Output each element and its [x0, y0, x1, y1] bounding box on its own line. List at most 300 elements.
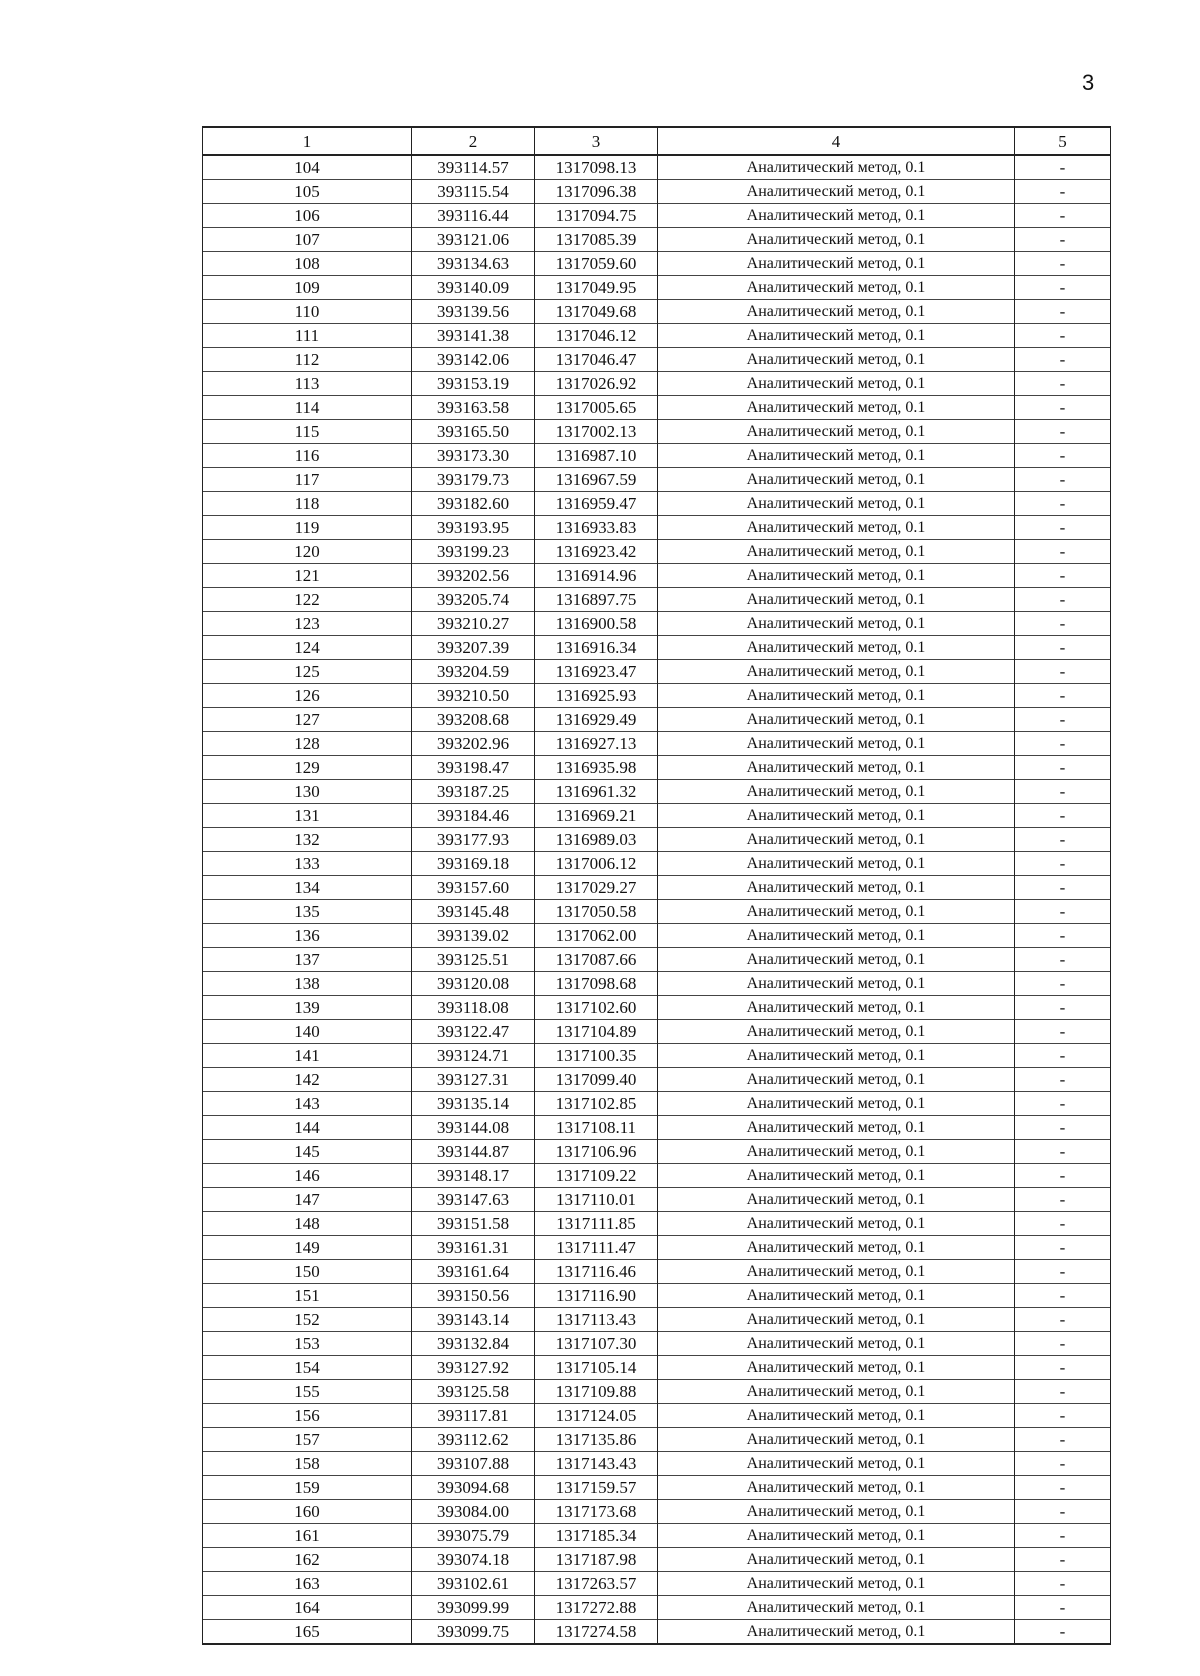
- point-number-cell: 144: [203, 1116, 412, 1140]
- x-coordinate-cell: 393210.27: [412, 612, 535, 636]
- y-coordinate-cell: 1316914.96: [535, 564, 658, 588]
- method-cell: Аналитический метод, 0.1: [658, 1212, 1015, 1236]
- y-coordinate-cell: 1317005.65: [535, 396, 658, 420]
- point-number-cell: 154: [203, 1356, 412, 1380]
- note-cell: -: [1015, 780, 1111, 804]
- note-cell: -: [1015, 1548, 1111, 1572]
- x-coordinate-cell: 393169.18: [412, 852, 535, 876]
- y-coordinate-cell: 1317098.68: [535, 972, 658, 996]
- table-row: [203, 660, 1111, 684]
- y-coordinate-cell: 1316929.49: [535, 708, 658, 732]
- table-row: [203, 1068, 1111, 1092]
- method-cell: Аналитический метод, 0.1: [658, 420, 1015, 444]
- point-number-cell: 165: [203, 1620, 412, 1645]
- y-coordinate-cell: 1317173.68: [535, 1500, 658, 1524]
- point-number-cell: 130: [203, 780, 412, 804]
- table-row: [203, 1452, 1111, 1476]
- method-cell: Аналитический метод, 0.1: [658, 396, 1015, 420]
- x-coordinate-cell: 393202.96: [412, 732, 535, 756]
- note-cell: -: [1015, 1212, 1111, 1236]
- method-cell: Аналитический метод, 0.1: [658, 492, 1015, 516]
- point-number-cell: 164: [203, 1596, 412, 1620]
- x-coordinate-cell: 393140.09: [412, 276, 535, 300]
- note-cell: -: [1015, 708, 1111, 732]
- table-row: [203, 180, 1111, 204]
- y-coordinate-cell: 1316923.47: [535, 660, 658, 684]
- y-coordinate-cell: 1317085.39: [535, 228, 658, 252]
- method-cell: Аналитический метод, 0.1: [658, 1428, 1015, 1452]
- note-cell: -: [1015, 1284, 1111, 1308]
- x-coordinate-cell: 393205.74: [412, 588, 535, 612]
- point-number-cell: 141: [203, 1044, 412, 1068]
- y-coordinate-cell: 1317135.86: [535, 1428, 658, 1452]
- y-coordinate-cell: 1317159.57: [535, 1476, 658, 1500]
- table-row: [203, 636, 1111, 660]
- method-cell: Аналитический метод, 0.1: [658, 564, 1015, 588]
- table-row: [203, 708, 1111, 732]
- note-cell: -: [1015, 660, 1111, 684]
- table-row: [203, 468, 1111, 492]
- method-cell: Аналитический метод, 0.1: [658, 732, 1015, 756]
- point-number-cell: 157: [203, 1428, 412, 1452]
- x-coordinate-cell: 393114.57: [412, 155, 535, 180]
- note-cell: -: [1015, 1308, 1111, 1332]
- point-number-cell: 132: [203, 828, 412, 852]
- method-cell: Аналитический метод, 0.1: [658, 324, 1015, 348]
- y-coordinate-cell: 1317104.89: [535, 1020, 658, 1044]
- point-number-cell: 155: [203, 1380, 412, 1404]
- y-coordinate-cell: 1317006.12: [535, 852, 658, 876]
- method-cell: Аналитический метод, 0.1: [658, 996, 1015, 1020]
- x-coordinate-cell: 393202.56: [412, 564, 535, 588]
- x-coordinate-cell: 393199.23: [412, 540, 535, 564]
- note-cell: -: [1015, 1524, 1111, 1548]
- y-coordinate-cell: 1316923.42: [535, 540, 658, 564]
- table-row: [203, 420, 1111, 444]
- y-coordinate-cell: 1317116.46: [535, 1260, 658, 1284]
- note-cell: -: [1015, 1020, 1111, 1044]
- y-coordinate-cell: 1316935.98: [535, 756, 658, 780]
- point-number-cell: 153: [203, 1332, 412, 1356]
- point-number-cell: 148: [203, 1212, 412, 1236]
- y-coordinate-cell: 1317099.40: [535, 1068, 658, 1092]
- x-coordinate-cell: 393121.06: [412, 228, 535, 252]
- note-cell: -: [1015, 612, 1111, 636]
- y-coordinate-cell: 1317143.43: [535, 1452, 658, 1476]
- point-number-cell: 161: [203, 1524, 412, 1548]
- method-cell: Аналитический метод, 0.1: [658, 348, 1015, 372]
- table-row: [203, 1116, 1111, 1140]
- point-number-cell: 128: [203, 732, 412, 756]
- method-cell: Аналитический метод, 0.1: [658, 1524, 1015, 1548]
- point-number-cell: 122: [203, 588, 412, 612]
- x-coordinate-cell: 393153.19: [412, 372, 535, 396]
- point-number-cell: 115: [203, 420, 412, 444]
- note-cell: -: [1015, 155, 1111, 180]
- x-coordinate-cell: 393157.60: [412, 876, 535, 900]
- x-coordinate-cell: 393102.61: [412, 1572, 535, 1596]
- header-col-4: 4: [658, 127, 1015, 155]
- x-coordinate-cell: 393145.48: [412, 900, 535, 924]
- x-coordinate-cell: 393161.31: [412, 1236, 535, 1260]
- x-coordinate-cell: 393143.14: [412, 1308, 535, 1332]
- table-row: [203, 1548, 1111, 1572]
- table-row: [203, 564, 1111, 588]
- table-row: [203, 204, 1111, 228]
- table-row: [203, 228, 1111, 252]
- x-coordinate-cell: 393094.68: [412, 1476, 535, 1500]
- y-coordinate-cell: 1317046.47: [535, 348, 658, 372]
- x-coordinate-cell: 393107.88: [412, 1452, 535, 1476]
- table-row: [203, 1212, 1111, 1236]
- x-coordinate-cell: 393198.47: [412, 756, 535, 780]
- note-cell: -: [1015, 684, 1111, 708]
- x-coordinate-cell: 393099.75: [412, 1620, 535, 1645]
- method-cell: Аналитический метод, 0.1: [658, 372, 1015, 396]
- y-coordinate-cell: 1317050.58: [535, 900, 658, 924]
- table-row: [203, 1596, 1111, 1620]
- table-row: [203, 972, 1111, 996]
- y-coordinate-cell: 1317094.75: [535, 204, 658, 228]
- method-cell: Аналитический метод, 0.1: [658, 636, 1015, 660]
- note-cell: -: [1015, 420, 1111, 444]
- coordinates-table: [202, 126, 1111, 1645]
- x-coordinate-cell: 393115.54: [412, 180, 535, 204]
- point-number-cell: 145: [203, 1140, 412, 1164]
- y-coordinate-cell: 1317062.00: [535, 924, 658, 948]
- point-number-cell: 158: [203, 1452, 412, 1476]
- y-coordinate-cell: 1316969.21: [535, 804, 658, 828]
- table-row: [203, 924, 1111, 948]
- point-number-cell: 120: [203, 540, 412, 564]
- y-coordinate-cell: 1317116.90: [535, 1284, 658, 1308]
- method-cell: Аналитический метод, 0.1: [658, 1500, 1015, 1524]
- table-row: [203, 300, 1111, 324]
- x-coordinate-cell: 393141.38: [412, 324, 535, 348]
- y-coordinate-cell: 1317111.85: [535, 1212, 658, 1236]
- method-cell: Аналитический метод, 0.1: [658, 1164, 1015, 1188]
- point-number-cell: 143: [203, 1092, 412, 1116]
- method-cell: Аналитический метод, 0.1: [658, 1620, 1015, 1645]
- table-row: [203, 756, 1111, 780]
- x-coordinate-cell: 393075.79: [412, 1524, 535, 1548]
- y-coordinate-cell: 1317049.68: [535, 300, 658, 324]
- y-coordinate-cell: 1317263.57: [535, 1572, 658, 1596]
- x-coordinate-cell: 393179.73: [412, 468, 535, 492]
- table-row: [203, 324, 1111, 348]
- x-coordinate-cell: 393204.59: [412, 660, 535, 684]
- x-coordinate-cell: 393099.99: [412, 1596, 535, 1620]
- method-cell: Аналитический метод, 0.1: [658, 1260, 1015, 1284]
- note-cell: -: [1015, 468, 1111, 492]
- x-coordinate-cell: 393147.63: [412, 1188, 535, 1212]
- method-cell: Аналитический метод, 0.1: [658, 1284, 1015, 1308]
- note-cell: -: [1015, 1236, 1111, 1260]
- table-row: [203, 1500, 1111, 1524]
- y-coordinate-cell: 1317109.88: [535, 1380, 658, 1404]
- note-cell: -: [1015, 900, 1111, 924]
- method-cell: Аналитический метод, 0.1: [658, 1236, 1015, 1260]
- table-row: [203, 1356, 1111, 1380]
- x-coordinate-cell: 393117.81: [412, 1404, 535, 1428]
- header-col-1: 1: [203, 127, 412, 155]
- method-cell: Аналитический метод, 0.1: [658, 468, 1015, 492]
- y-coordinate-cell: 1316987.10: [535, 444, 658, 468]
- method-cell: Аналитический метод, 0.1: [658, 924, 1015, 948]
- note-cell: -: [1015, 876, 1111, 900]
- x-coordinate-cell: 393208.68: [412, 708, 535, 732]
- x-coordinate-cell: 393142.06: [412, 348, 535, 372]
- table-row: [203, 1044, 1111, 1068]
- note-cell: -: [1015, 852, 1111, 876]
- method-cell: Аналитический метод, 0.1: [658, 1020, 1015, 1044]
- table-row: [203, 1620, 1111, 1645]
- method-cell: Аналитический метод, 0.1: [658, 972, 1015, 996]
- x-coordinate-cell: 393165.50: [412, 420, 535, 444]
- point-number-cell: 109: [203, 276, 412, 300]
- method-cell: Аналитический метод, 0.1: [658, 1380, 1015, 1404]
- method-cell: Аналитический метод, 0.1: [658, 1068, 1015, 1092]
- y-coordinate-cell: 1317111.47: [535, 1236, 658, 1260]
- point-number-cell: 111: [203, 324, 412, 348]
- note-cell: -: [1015, 1164, 1111, 1188]
- x-coordinate-cell: 393148.17: [412, 1164, 535, 1188]
- y-coordinate-cell: 1316959.47: [535, 492, 658, 516]
- y-coordinate-cell: 1317029.27: [535, 876, 658, 900]
- method-cell: Аналитический метод, 0.1: [658, 852, 1015, 876]
- method-cell: Аналитический метод, 0.1: [658, 300, 1015, 324]
- note-cell: -: [1015, 948, 1111, 972]
- method-cell: Аналитический метод, 0.1: [658, 708, 1015, 732]
- y-coordinate-cell: 1317026.92: [535, 372, 658, 396]
- method-cell: Аналитический метод, 0.1: [658, 804, 1015, 828]
- table-row: [203, 1260, 1111, 1284]
- method-cell: Аналитический метод, 0.1: [658, 756, 1015, 780]
- note-cell: -: [1015, 1476, 1111, 1500]
- point-number-cell: 131: [203, 804, 412, 828]
- table-row: [203, 492, 1111, 516]
- note-cell: -: [1015, 804, 1111, 828]
- note-cell: -: [1015, 540, 1111, 564]
- note-cell: -: [1015, 588, 1111, 612]
- note-cell: -: [1015, 1404, 1111, 1428]
- method-cell: Аналитический метод, 0.1: [658, 252, 1015, 276]
- y-coordinate-cell: 1317110.01: [535, 1188, 658, 1212]
- y-coordinate-cell: 1317096.38: [535, 180, 658, 204]
- method-cell: Аналитический метод, 0.1: [658, 684, 1015, 708]
- point-number-cell: 127: [203, 708, 412, 732]
- table-row: [203, 372, 1111, 396]
- x-coordinate-cell: 393125.58: [412, 1380, 535, 1404]
- table-row: [203, 516, 1111, 540]
- table-row: [203, 612, 1111, 636]
- note-cell: -: [1015, 1596, 1111, 1620]
- y-coordinate-cell: 1317107.30: [535, 1332, 658, 1356]
- point-number-cell: 125: [203, 660, 412, 684]
- note-cell: -: [1015, 1068, 1111, 1092]
- note-cell: -: [1015, 348, 1111, 372]
- point-number-cell: 151: [203, 1284, 412, 1308]
- y-coordinate-cell: 1317108.11: [535, 1116, 658, 1140]
- table-row: [203, 1020, 1111, 1044]
- point-number-cell: 146: [203, 1164, 412, 1188]
- note-cell: -: [1015, 252, 1111, 276]
- table-row: [203, 540, 1111, 564]
- y-coordinate-cell: 1317106.96: [535, 1140, 658, 1164]
- y-coordinate-cell: 1316933.83: [535, 516, 658, 540]
- point-number-cell: 108: [203, 252, 412, 276]
- table-row: [203, 1164, 1111, 1188]
- table-row: [203, 252, 1111, 276]
- x-coordinate-cell: 393116.44: [412, 204, 535, 228]
- point-number-cell: 137: [203, 948, 412, 972]
- table-row: [203, 1404, 1111, 1428]
- table-row: [203, 1476, 1111, 1500]
- note-cell: -: [1015, 1428, 1111, 1452]
- y-coordinate-cell: 1317100.35: [535, 1044, 658, 1068]
- table-row: [203, 1308, 1111, 1332]
- method-cell: Аналитический метод, 0.1: [658, 1476, 1015, 1500]
- method-cell: Аналитический метод, 0.1: [658, 900, 1015, 924]
- table-row: [203, 155, 1111, 180]
- table-row: [203, 948, 1111, 972]
- table-row: [203, 1380, 1111, 1404]
- note-cell: -: [1015, 756, 1111, 780]
- point-number-cell: 113: [203, 372, 412, 396]
- method-cell: Аналитический метод, 0.1: [658, 588, 1015, 612]
- y-coordinate-cell: 1317105.14: [535, 1356, 658, 1380]
- table-row: [203, 1428, 1111, 1452]
- method-cell: Аналитический метод, 0.1: [658, 1452, 1015, 1476]
- note-cell: -: [1015, 1188, 1111, 1212]
- point-number-cell: 104: [203, 155, 412, 180]
- point-number-cell: 163: [203, 1572, 412, 1596]
- y-coordinate-cell: 1317002.13: [535, 420, 658, 444]
- table-header-row: [203, 127, 1111, 155]
- x-coordinate-cell: 393144.87: [412, 1140, 535, 1164]
- note-cell: -: [1015, 444, 1111, 468]
- point-number-cell: 129: [203, 756, 412, 780]
- x-coordinate-cell: 393084.00: [412, 1500, 535, 1524]
- table-row: [203, 1236, 1111, 1260]
- method-cell: Аналитический метод, 0.1: [658, 1308, 1015, 1332]
- x-coordinate-cell: 393118.08: [412, 996, 535, 1020]
- point-number-cell: 160: [203, 1500, 412, 1524]
- method-cell: Аналитический метод, 0.1: [658, 1092, 1015, 1116]
- y-coordinate-cell: 1317124.05: [535, 1404, 658, 1428]
- point-number-cell: 135: [203, 900, 412, 924]
- table-body: [203, 155, 1111, 1644]
- x-coordinate-cell: 393184.46: [412, 804, 535, 828]
- point-number-cell: 149: [203, 1236, 412, 1260]
- x-coordinate-cell: 393144.08: [412, 1116, 535, 1140]
- note-cell: -: [1015, 1356, 1111, 1380]
- note-cell: -: [1015, 1140, 1111, 1164]
- y-coordinate-cell: 1316961.32: [535, 780, 658, 804]
- x-coordinate-cell: 393074.18: [412, 1548, 535, 1572]
- method-cell: Аналитический метод, 0.1: [658, 948, 1015, 972]
- method-cell: Аналитический метод, 0.1: [658, 1596, 1015, 1620]
- note-cell: -: [1015, 1452, 1111, 1476]
- table-row: [203, 1092, 1111, 1116]
- note-cell: -: [1015, 1260, 1111, 1284]
- y-coordinate-cell: 1317274.58: [535, 1620, 658, 1645]
- method-cell: Аналитический метод, 0.1: [658, 612, 1015, 636]
- method-cell: Аналитический метод, 0.1: [658, 1572, 1015, 1596]
- x-coordinate-cell: 393134.63: [412, 252, 535, 276]
- table-row: [203, 876, 1111, 900]
- note-cell: -: [1015, 996, 1111, 1020]
- header-col-3: 3: [535, 127, 658, 155]
- point-number-cell: 121: [203, 564, 412, 588]
- x-coordinate-cell: 393163.58: [412, 396, 535, 420]
- method-cell: Аналитический метод, 0.1: [658, 1044, 1015, 1068]
- x-coordinate-cell: 393132.84: [412, 1332, 535, 1356]
- method-cell: Аналитический метод, 0.1: [658, 660, 1015, 684]
- point-number-cell: 126: [203, 684, 412, 708]
- method-cell: Аналитический метод, 0.1: [658, 1140, 1015, 1164]
- table-row: [203, 1140, 1111, 1164]
- y-coordinate-cell: 1317087.66: [535, 948, 658, 972]
- y-coordinate-cell: 1317113.43: [535, 1308, 658, 1332]
- note-cell: -: [1015, 924, 1111, 948]
- table-row: [203, 852, 1111, 876]
- point-number-cell: 162: [203, 1548, 412, 1572]
- method-cell: Аналитический метод, 0.1: [658, 780, 1015, 804]
- point-number-cell: 134: [203, 876, 412, 900]
- x-coordinate-cell: 393207.39: [412, 636, 535, 660]
- y-coordinate-cell: 1317185.34: [535, 1524, 658, 1548]
- method-cell: Аналитический метод, 0.1: [658, 1188, 1015, 1212]
- y-coordinate-cell: 1317059.60: [535, 252, 658, 276]
- y-coordinate-cell: 1317102.85: [535, 1092, 658, 1116]
- note-cell: -: [1015, 492, 1111, 516]
- y-coordinate-cell: 1317046.12: [535, 324, 658, 348]
- point-number-cell: 105: [203, 180, 412, 204]
- table-row: [203, 996, 1111, 1020]
- point-number-cell: 107: [203, 228, 412, 252]
- note-cell: -: [1015, 564, 1111, 588]
- table-row: [203, 1284, 1111, 1308]
- note-cell: -: [1015, 1620, 1111, 1645]
- table-row: [203, 900, 1111, 924]
- point-number-cell: 138: [203, 972, 412, 996]
- x-coordinate-cell: 393127.92: [412, 1356, 535, 1380]
- note-cell: -: [1015, 1380, 1111, 1404]
- table-row: [203, 396, 1111, 420]
- note-cell: -: [1015, 828, 1111, 852]
- method-cell: Аналитический метод, 0.1: [658, 1548, 1015, 1572]
- table-row: [203, 1524, 1111, 1548]
- table-row: [203, 1332, 1111, 1356]
- note-cell: -: [1015, 396, 1111, 420]
- method-cell: Аналитический метод, 0.1: [658, 1332, 1015, 1356]
- x-coordinate-cell: 393177.93: [412, 828, 535, 852]
- note-cell: -: [1015, 1572, 1111, 1596]
- note-cell: -: [1015, 732, 1111, 756]
- x-coordinate-cell: 393125.51: [412, 948, 535, 972]
- header-col-5: 5: [1015, 127, 1111, 155]
- y-coordinate-cell: 1316927.13: [535, 732, 658, 756]
- y-coordinate-cell: 1316989.03: [535, 828, 658, 852]
- note-cell: -: [1015, 300, 1111, 324]
- x-coordinate-cell: 393120.08: [412, 972, 535, 996]
- table-row: [203, 804, 1111, 828]
- y-coordinate-cell: 1316897.75: [535, 588, 658, 612]
- x-coordinate-cell: 393135.14: [412, 1092, 535, 1116]
- y-coordinate-cell: 1317102.60: [535, 996, 658, 1020]
- point-number-cell: 114: [203, 396, 412, 420]
